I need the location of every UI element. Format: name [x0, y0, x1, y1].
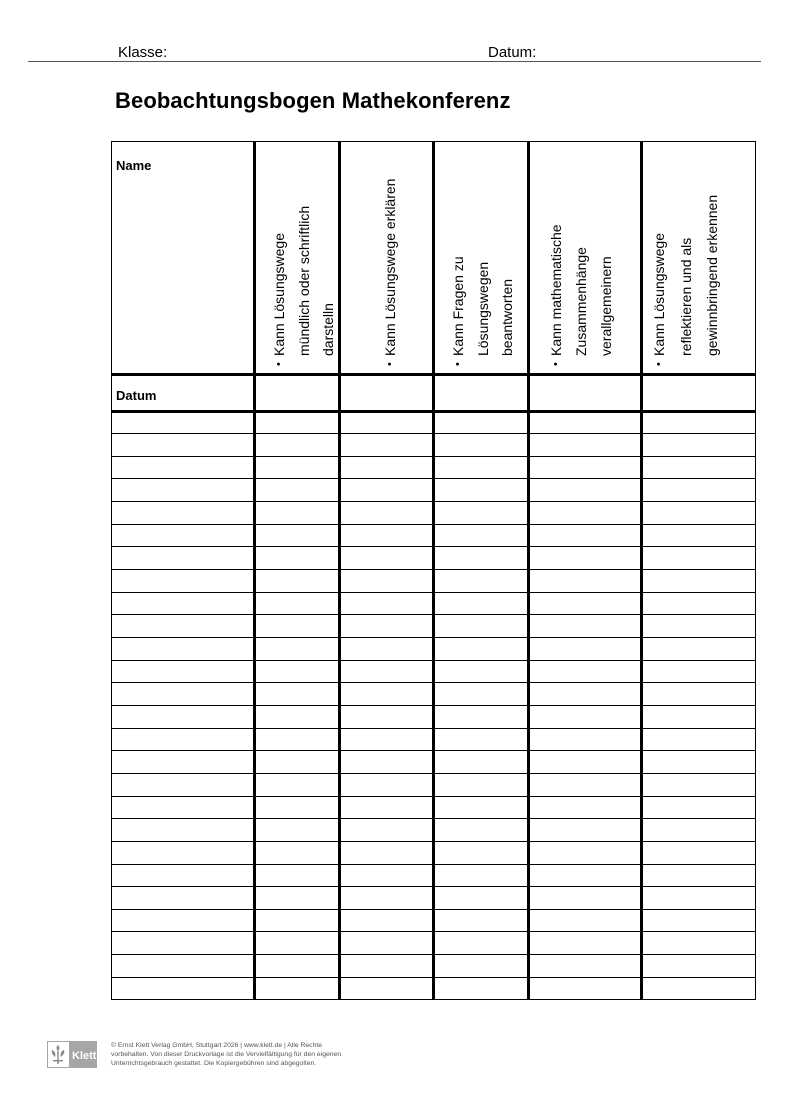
observation-cell[interactable] — [256, 730, 337, 749]
observation-cell[interactable] — [256, 685, 337, 704]
observation-cell[interactable] — [435, 843, 526, 862]
observation-cell[interactable] — [530, 934, 639, 953]
date-cell[interactable] — [257, 377, 336, 408]
observation-cell[interactable] — [530, 436, 639, 455]
copyright-notice — [111, 1041, 361, 1069]
observation-cell[interactable] — [435, 662, 526, 681]
bullet-icon: • — [384, 362, 396, 366]
header-rule — [28, 61, 761, 62]
criterion-text: Kann Lösungswege — [271, 233, 287, 356]
criterion-text: gewinnbringend erkennen — [704, 194, 720, 356]
observation-cell[interactable] — [643, 526, 753, 545]
observation-cell[interactable] — [341, 979, 431, 998]
observation-cell[interactable] — [530, 481, 639, 500]
observation-cell[interactable] — [643, 617, 753, 636]
observation-cell[interactable] — [530, 549, 639, 568]
bullet-icon: • — [273, 362, 285, 366]
student-name-cell[interactable] — [113, 526, 252, 545]
observation-cell[interactable] — [530, 957, 639, 976]
observation-cell[interactable] — [256, 594, 337, 613]
observation-cell[interactable] — [530, 775, 639, 794]
copyright-line: vorbehalten. Von dieser Druckvorlage ist die Vervielfältigung für den eigenen — [111, 1051, 342, 1059]
observation-cell[interactable] — [341, 843, 431, 862]
observation-cell[interactable] — [341, 889, 431, 908]
student-name-cell[interactable] — [113, 957, 252, 976]
criterion-text: mündlich oder schriftlich — [296, 205, 312, 356]
observation-cell[interactable] — [643, 594, 753, 613]
observation-cell[interactable] — [643, 685, 753, 704]
observation-cell[interactable] — [435, 957, 526, 976]
observation-cell[interactable] — [643, 866, 753, 885]
student-name-cell[interactable] — [113, 821, 252, 840]
observation-cell[interactable] — [530, 707, 639, 726]
observation-cell[interactable] — [435, 617, 526, 636]
observation-cell[interactable] — [643, 572, 753, 591]
student-name-cell[interactable] — [113, 866, 252, 885]
observation-cell[interactable] — [643, 413, 753, 432]
observation-cell[interactable] — [341, 436, 431, 455]
observation-cell[interactable] — [435, 798, 526, 817]
copyright-line: Unterrichtsgebrauch gestattet. Die Kopiergebühren sind abgegolten. — [111, 1060, 317, 1068]
observation-cell[interactable] — [256, 843, 337, 862]
page-title: Beobachtungsbogen Mathekonferenz — [115, 88, 511, 113]
observation-cell[interactable] — [530, 866, 639, 885]
observation-cell[interactable] — [435, 481, 526, 500]
table-right-border — [755, 141, 756, 1000]
observation-cell[interactable] — [643, 436, 753, 455]
observation-cell[interactable] — [530, 889, 639, 908]
student-name-cell[interactable] — [113, 934, 252, 953]
observation-cell[interactable] — [530, 979, 639, 998]
observation-cell[interactable] — [530, 843, 639, 862]
student-name-cell[interactable] — [113, 436, 252, 455]
observation-cell[interactable] — [341, 662, 431, 681]
observation-cell[interactable] — [435, 504, 526, 523]
observation-cell[interactable] — [256, 934, 337, 953]
observation-cell[interactable] — [341, 572, 431, 591]
observation-cell[interactable] — [341, 753, 431, 772]
observation-cell[interactable] — [643, 934, 753, 953]
student-name-cell[interactable] — [113, 549, 252, 568]
student-name-cell[interactable] — [113, 979, 252, 998]
table-left-border — [111, 141, 112, 1000]
observation-cell[interactable] — [530, 594, 639, 613]
observation-cell[interactable] — [643, 957, 753, 976]
bullet-icon: • — [653, 362, 665, 366]
observation-cell[interactable] — [341, 685, 431, 704]
student-name-cell[interactable] — [113, 843, 252, 862]
klett-logo — [47, 1041, 97, 1068]
date-row-label: Datum — [116, 388, 157, 403]
observation-cell[interactable] — [256, 481, 337, 500]
student-name-cell[interactable] — [113, 889, 252, 908]
criterion-text: Lösungswegen — [475, 261, 491, 356]
student-name-cell[interactable] — [113, 753, 252, 772]
criterion-text: reflektieren und als — [678, 237, 694, 356]
observation-cell[interactable] — [643, 753, 753, 772]
student-name-cell[interactable] — [113, 662, 252, 681]
observation-cell[interactable] — [643, 504, 753, 523]
observation-cell[interactable] — [643, 775, 753, 794]
student-name-cell[interactable] — [113, 775, 252, 794]
student-name-cell[interactable] — [113, 730, 252, 749]
observation-cell[interactable] — [435, 730, 526, 749]
observation-cell[interactable] — [256, 458, 337, 477]
observation-cell[interactable] — [341, 526, 431, 545]
student-name-cell[interactable] — [113, 504, 252, 523]
observation-cell[interactable] — [530, 685, 639, 704]
observation-cell[interactable] — [435, 413, 526, 432]
observation-cell[interactable] — [341, 957, 431, 976]
observation-cell[interactable] — [341, 866, 431, 885]
student-name-cell[interactable] — [113, 685, 252, 704]
observation-cell[interactable] — [341, 775, 431, 794]
observation-cell[interactable] — [643, 798, 753, 817]
observation-cell[interactable] — [256, 979, 337, 998]
criterion-text: Kann mathematische — [548, 224, 564, 356]
criterion-text: Kann Lösungswege erklären — [382, 178, 398, 356]
observation-cell[interactable] — [341, 549, 431, 568]
observation-cell[interactable] — [643, 889, 753, 908]
observation-table — [111, 141, 756, 1000]
observation-cell[interactable] — [341, 617, 431, 636]
observation-cell[interactable] — [435, 866, 526, 885]
name-header: Name — [116, 158, 152, 173]
observation-cell[interactable] — [435, 640, 526, 659]
observation-cell[interactable] — [530, 526, 639, 545]
observation-cell[interactable] — [256, 957, 337, 976]
student-name-cell[interactable] — [113, 798, 252, 817]
observation-cell[interactable] — [435, 436, 526, 455]
observation-cell[interactable] — [256, 911, 337, 930]
observation-cell[interactable] — [256, 572, 337, 591]
observation-cell[interactable] — [256, 775, 337, 794]
observation-cell[interactable] — [341, 934, 431, 953]
student-name-cell[interactable] — [113, 594, 252, 613]
observation-cell[interactable] — [435, 753, 526, 772]
bullet-icon: • — [550, 362, 562, 366]
observation-cell[interactable] — [256, 798, 337, 817]
observation-cell[interactable] — [435, 889, 526, 908]
observation-cell[interactable] — [435, 821, 526, 840]
student-name-cell[interactable] — [113, 617, 252, 636]
observation-cell[interactable] — [643, 481, 753, 500]
observation-cell[interactable] — [341, 481, 431, 500]
observation-cell[interactable] — [643, 707, 753, 726]
criterion-text: Zusammenhänge — [573, 247, 589, 356]
observation-cell[interactable] — [530, 730, 639, 749]
copyright-line: © Ernst Klett Verlag GmbH, Stuttgart 2026 | www.klett.de | Alle Rechte — [111, 1042, 323, 1049]
observation-cell[interactable] — [341, 707, 431, 726]
observation-cell[interactable] — [435, 572, 526, 591]
observation-cell[interactable] — [643, 549, 753, 568]
observation-cell[interactable] — [341, 821, 431, 840]
observation-cell[interactable] — [530, 640, 639, 659]
date-cell[interactable] — [531, 377, 638, 408]
observation-cell[interactable] — [530, 821, 639, 840]
observation-cell[interactable] — [341, 594, 431, 613]
observation-cell[interactable] — [435, 934, 526, 953]
observation-cell[interactable] — [256, 821, 337, 840]
class-label: Klasse: — [118, 44, 168, 61]
student-name-cell[interactable] — [113, 481, 252, 500]
observation-cell[interactable] — [643, 911, 753, 930]
observation-cell[interactable] — [435, 526, 526, 545]
logo-text: Klett — [72, 1050, 97, 1062]
date-cell[interactable] — [342, 377, 430, 408]
observation-cell[interactable] — [256, 504, 337, 523]
observation-cell[interactable] — [435, 775, 526, 794]
student-name-cell[interactable] — [113, 707, 252, 726]
observation-cell[interactable] — [341, 413, 431, 432]
observation-cell[interactable] — [256, 640, 337, 659]
observation-cell[interactable] — [530, 504, 639, 523]
observation-cell[interactable] — [530, 753, 639, 772]
student-name-cell[interactable] — [113, 458, 252, 477]
date-cell[interactable] — [436, 377, 525, 408]
observation-cell[interactable] — [256, 617, 337, 636]
observation-cell[interactable] — [643, 662, 753, 681]
observation-cell[interactable] — [341, 458, 431, 477]
criterion-text: darstelln — [320, 303, 336, 356]
observation-cell[interactable] — [256, 707, 337, 726]
observation-cell[interactable] — [341, 640, 431, 659]
observation-cell[interactable] — [341, 798, 431, 817]
bullet-icon: • — [452, 362, 464, 366]
student-name-cell[interactable] — [113, 911, 252, 930]
observation-cell[interactable] — [530, 617, 639, 636]
observation-cell[interactable] — [341, 911, 431, 930]
observation-cell[interactable] — [435, 707, 526, 726]
criterion-text: beantworten — [499, 278, 515, 356]
observation-cell[interactable] — [435, 911, 526, 930]
observation-cell[interactable] — [256, 753, 337, 772]
observation-cell[interactable] — [256, 662, 337, 681]
student-name-cell[interactable] — [113, 572, 252, 591]
date-cell[interactable] — [644, 377, 752, 408]
observation-cell[interactable] — [435, 594, 526, 613]
observation-cell[interactable] — [256, 549, 337, 568]
observation-cell[interactable] — [435, 979, 526, 998]
observation-cell[interactable] — [256, 413, 337, 432]
student-name-cell[interactable] — [113, 413, 252, 432]
observation-cell[interactable] — [643, 640, 753, 659]
student-name-cell[interactable] — [113, 640, 252, 659]
observation-cell[interactable] — [643, 979, 753, 998]
observation-cell[interactable] — [530, 572, 639, 591]
observation-cell[interactable] — [435, 685, 526, 704]
observation-cell[interactable] — [256, 889, 337, 908]
observation-cell[interactable] — [643, 843, 753, 862]
observation-cell[interactable] — [256, 526, 337, 545]
criterion-text: verallgemeinern — [598, 256, 614, 356]
observation-cell[interactable] — [530, 911, 639, 930]
date-label: Datum: — [488, 44, 537, 61]
observation-cell[interactable] — [341, 730, 431, 749]
observation-cell[interactable] — [256, 866, 337, 885]
observation-cell[interactable] — [435, 549, 526, 568]
observation-cell[interactable] — [256, 436, 337, 455]
observation-cell[interactable] — [341, 504, 431, 523]
observation-cell[interactable] — [530, 458, 639, 477]
criterion-text: Kann Lösungswege — [651, 233, 667, 356]
observation-cell[interactable] — [643, 730, 753, 749]
observation-cell[interactable] — [530, 662, 639, 681]
observation-cell[interactable] — [643, 458, 753, 477]
observation-cell[interactable] — [435, 458, 526, 477]
observation-cell[interactable] — [530, 413, 639, 432]
observation-cell[interactable] — [530, 798, 639, 817]
observation-cell[interactable] — [643, 821, 753, 840]
criterion-text: Kann Fragen zu — [450, 256, 466, 356]
